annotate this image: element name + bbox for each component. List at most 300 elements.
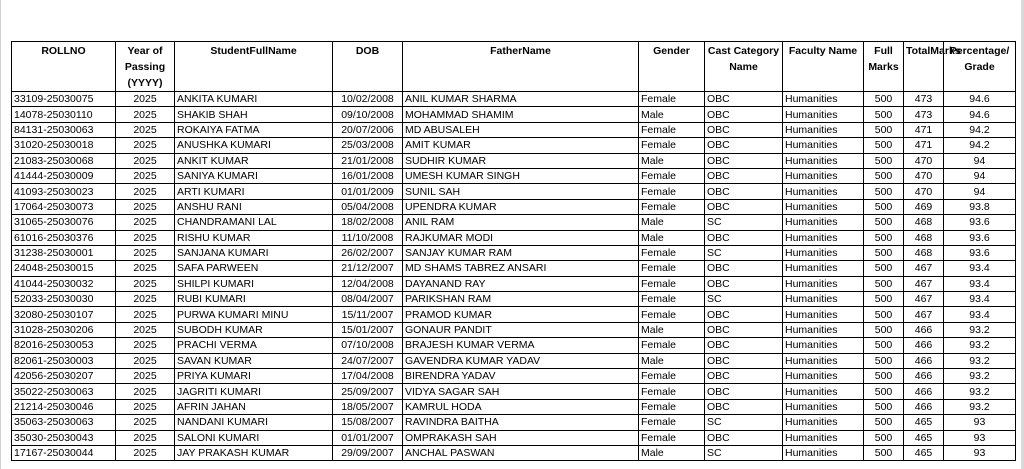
table-cell: UPENDRA KUMAR bbox=[403, 199, 639, 214]
table-cell: 471 bbox=[904, 138, 944, 153]
table-cell: Humanities bbox=[783, 184, 864, 199]
table-cell: 93.6 bbox=[944, 215, 1016, 230]
table-cell: 2025 bbox=[116, 92, 175, 107]
table-cell: 25/03/2008 bbox=[333, 138, 403, 153]
table-cell: SALONI KUMARI bbox=[175, 430, 333, 445]
table-cell: OBC bbox=[705, 199, 783, 214]
table-cell: SC bbox=[705, 415, 783, 430]
table-cell: OMPRAKASH SAH bbox=[403, 430, 639, 445]
table-cell: 09/10/2008 bbox=[333, 107, 403, 122]
table-cell: OBC bbox=[705, 307, 783, 322]
table-cell: 2025 bbox=[116, 292, 175, 307]
table-cell: Humanities bbox=[783, 322, 864, 337]
table-cell: 35063-25030063 bbox=[12, 415, 116, 430]
table-cell: 15/01/2007 bbox=[333, 322, 403, 337]
table-cell: 2025 bbox=[116, 168, 175, 183]
table-cell: 94.6 bbox=[944, 92, 1016, 107]
table-cell: Humanities bbox=[783, 292, 864, 307]
table-cell: 500 bbox=[864, 430, 904, 445]
table-cell: ANIL KUMAR SHARMA bbox=[403, 92, 639, 107]
table-cell: 94.2 bbox=[944, 122, 1016, 137]
table-cell: 07/10/2008 bbox=[333, 338, 403, 353]
table-cell: 2025 bbox=[116, 215, 175, 230]
table-cell: 52033-25030030 bbox=[12, 292, 116, 307]
table-cell: 500 bbox=[864, 276, 904, 291]
table-row bbox=[12, 322, 1016, 337]
table-cell: Humanities bbox=[783, 307, 864, 322]
table-cell: 93.6 bbox=[944, 245, 1016, 260]
table-cell: 473 bbox=[904, 92, 944, 107]
table-cell: RUBI KUMARI bbox=[175, 292, 333, 307]
table-cell: SUDHIR KUMAR bbox=[403, 153, 639, 168]
table-cell: 466 bbox=[904, 399, 944, 414]
table-cell: 94.6 bbox=[944, 107, 1016, 122]
table-cell: 93.2 bbox=[944, 384, 1016, 399]
table-cell: 17/04/2008 bbox=[333, 369, 403, 384]
table-cell: 16/01/2008 bbox=[333, 168, 403, 183]
table-cell: 500 bbox=[864, 415, 904, 430]
table-row bbox=[12, 122, 1016, 137]
table-cell: Male bbox=[639, 153, 705, 168]
table-cell: 93 bbox=[944, 430, 1016, 445]
table-cell: Female bbox=[639, 307, 705, 322]
table-cell: 93.4 bbox=[944, 292, 1016, 307]
table-cell: 468 bbox=[904, 230, 944, 245]
table-cell: SC bbox=[705, 292, 783, 307]
table-cell: 500 bbox=[864, 353, 904, 368]
table-cell: 2025 bbox=[116, 430, 175, 445]
table-cell: 500 bbox=[864, 92, 904, 107]
table-cell: ARTI KUMARI bbox=[175, 184, 333, 199]
table-cell: 466 bbox=[904, 384, 944, 399]
table-cell: 11/10/2008 bbox=[333, 230, 403, 245]
table-cell: 473 bbox=[904, 107, 944, 122]
table-cell: 469 bbox=[904, 199, 944, 214]
table-cell: 500 bbox=[864, 307, 904, 322]
table-cell: OBC bbox=[705, 322, 783, 337]
column-header: Year of Passing (YYYY) bbox=[116, 42, 175, 92]
table-cell: 2025 bbox=[116, 122, 175, 137]
table-cell: 2025 bbox=[116, 276, 175, 291]
table-cell: Female bbox=[639, 399, 705, 414]
table-cell: 500 bbox=[864, 245, 904, 260]
table-cell: 467 bbox=[904, 307, 944, 322]
table-cell: 15/08/2007 bbox=[333, 415, 403, 430]
table-cell: OBC bbox=[705, 168, 783, 183]
table-cell: OBC bbox=[705, 184, 783, 199]
table-cell: 35022-25030063 bbox=[12, 384, 116, 399]
table-cell: 05/04/2008 bbox=[333, 199, 403, 214]
table-row bbox=[12, 138, 1016, 153]
table-cell: Female bbox=[639, 184, 705, 199]
table-cell: 94.2 bbox=[944, 138, 1016, 153]
table-cell: MD SHAMS TABREZ ANSARI bbox=[403, 261, 639, 276]
table-cell: Humanities bbox=[783, 445, 864, 460]
table-cell: SANJANA KUMARI bbox=[175, 245, 333, 260]
table-cell: Humanities bbox=[783, 415, 864, 430]
table-cell: 500 bbox=[864, 399, 904, 414]
column-header: Cast Category Name bbox=[705, 42, 783, 92]
table-cell: 20/07/2006 bbox=[333, 122, 403, 137]
table-cell: 2025 bbox=[116, 369, 175, 384]
table-cell: 470 bbox=[904, 168, 944, 183]
table-cell: Female bbox=[639, 369, 705, 384]
table-cell: SAVAN KUMAR bbox=[175, 353, 333, 368]
table-cell: MD ABUSALEH bbox=[403, 122, 639, 137]
table-cell: BIRENDRA YADAV bbox=[403, 369, 639, 384]
table-cell: Humanities bbox=[783, 399, 864, 414]
table-row bbox=[12, 215, 1016, 230]
table-cell: 41093-25030023 bbox=[12, 184, 116, 199]
table-cell: RAJKUMAR MODI bbox=[403, 230, 639, 245]
table-cell: Female bbox=[639, 338, 705, 353]
table-cell: Humanities bbox=[783, 122, 864, 137]
table-cell: 15/11/2007 bbox=[333, 307, 403, 322]
table-row bbox=[12, 261, 1016, 276]
table-cell: SC bbox=[705, 215, 783, 230]
table-row bbox=[12, 245, 1016, 260]
table-cell: SUNIL SAH bbox=[403, 184, 639, 199]
table-cell: ANCHAL PASWAN bbox=[403, 445, 639, 460]
table-cell: 82061-25030003 bbox=[12, 353, 116, 368]
column-header: ROLLNO bbox=[12, 42, 116, 92]
table-cell: 93.2 bbox=[944, 322, 1016, 337]
table-header-row bbox=[12, 42, 1016, 92]
table-cell: OBC bbox=[705, 122, 783, 137]
table-cell: 466 bbox=[904, 369, 944, 384]
table-cell: ANIL RAM bbox=[403, 215, 639, 230]
table-cell: 465 bbox=[904, 415, 944, 430]
table-cell: 2025 bbox=[116, 107, 175, 122]
table-cell: RISHU KUMAR bbox=[175, 230, 333, 245]
table-cell: OBC bbox=[705, 230, 783, 245]
table-cell: 93.4 bbox=[944, 307, 1016, 322]
table-row bbox=[12, 415, 1016, 430]
table-cell: 500 bbox=[864, 215, 904, 230]
table-row bbox=[12, 399, 1016, 414]
table-cell: OBC bbox=[705, 107, 783, 122]
table-cell: JAGRITI KUMARI bbox=[175, 384, 333, 399]
table-cell: 93.8 bbox=[944, 199, 1016, 214]
table-cell: Humanities bbox=[783, 138, 864, 153]
table-cell: OBC bbox=[705, 276, 783, 291]
table-cell: 2025 bbox=[116, 153, 175, 168]
table-cell: Female bbox=[639, 199, 705, 214]
table-cell: 41044-25030032 bbox=[12, 276, 116, 291]
table-cell: 33109-25030075 bbox=[12, 92, 116, 107]
table-cell: 32080-25030107 bbox=[12, 307, 116, 322]
table-cell: Female bbox=[639, 292, 705, 307]
table-cell: 468 bbox=[904, 215, 944, 230]
table-cell: 93 bbox=[944, 445, 1016, 460]
table-cell: SUBODH KUMAR bbox=[175, 322, 333, 337]
table-cell: 2025 bbox=[116, 199, 175, 214]
table-cell: 2025 bbox=[116, 138, 175, 153]
table-cell: 500 bbox=[864, 445, 904, 460]
table-cell: 466 bbox=[904, 338, 944, 353]
table-cell: ANKITA KUMARI bbox=[175, 92, 333, 107]
table-cell: 94 bbox=[944, 168, 1016, 183]
table-cell: Female bbox=[639, 415, 705, 430]
table-cell: ANKIT KUMAR bbox=[175, 153, 333, 168]
table-cell: 18/05/2007 bbox=[333, 399, 403, 414]
table-cell: 2025 bbox=[116, 261, 175, 276]
table-cell: 29/09/2007 bbox=[333, 445, 403, 460]
table-cell: SAFA PARWEEN bbox=[175, 261, 333, 276]
table-cell: 470 bbox=[904, 184, 944, 199]
table-cell: 01/01/2009 bbox=[333, 184, 403, 199]
table-cell: OBC bbox=[705, 153, 783, 168]
table-cell: 42056-25030207 bbox=[12, 369, 116, 384]
table-cell: OBC bbox=[705, 138, 783, 153]
table-cell: DAYANAND RAY bbox=[403, 276, 639, 291]
table-cell: 93 bbox=[944, 415, 1016, 430]
column-header: Faculty Name bbox=[783, 42, 864, 92]
table-cell: Humanities bbox=[783, 215, 864, 230]
table-cell: 31238-25030001 bbox=[12, 245, 116, 260]
table-cell: Humanities bbox=[783, 230, 864, 245]
table-cell: 94 bbox=[944, 184, 1016, 199]
table-cell: Female bbox=[639, 276, 705, 291]
table-cell: 14078-25030110 bbox=[12, 107, 116, 122]
table-row bbox=[12, 230, 1016, 245]
table-cell: 17064-25030073 bbox=[12, 199, 116, 214]
table-cell: 500 bbox=[864, 292, 904, 307]
table-row bbox=[12, 369, 1016, 384]
table-cell: 468 bbox=[904, 245, 944, 260]
table-cell: PRACHI VERMA bbox=[175, 338, 333, 353]
table-cell: 466 bbox=[904, 353, 944, 368]
table-cell: 94 bbox=[944, 153, 1016, 168]
table-row bbox=[12, 307, 1016, 322]
table-cell: 18/02/2008 bbox=[333, 215, 403, 230]
table-cell: 21/12/2007 bbox=[333, 261, 403, 276]
table-cell: VIDYA SAGAR SAH bbox=[403, 384, 639, 399]
table-cell: Female bbox=[639, 138, 705, 153]
table-cell: Male bbox=[639, 215, 705, 230]
table-cell: Humanities bbox=[783, 261, 864, 276]
table-cell: Male bbox=[639, 445, 705, 460]
table-row bbox=[12, 184, 1016, 199]
table-cell: 26/02/2007 bbox=[333, 245, 403, 260]
table-cell: RAVINDRA BAITHA bbox=[403, 415, 639, 430]
table-cell: Humanities bbox=[783, 338, 864, 353]
table-cell: 93.2 bbox=[944, 353, 1016, 368]
table-cell: 2025 bbox=[116, 415, 175, 430]
table-cell: 93.2 bbox=[944, 399, 1016, 414]
table-cell: ROKAIYA FATMA bbox=[175, 122, 333, 137]
table-cell: 35030-25030043 bbox=[12, 430, 116, 445]
table-cell: 2025 bbox=[116, 384, 175, 399]
table-cell: GONAUR PANDIT bbox=[403, 322, 639, 337]
table-cell: Humanities bbox=[783, 168, 864, 183]
table-cell: Female bbox=[639, 245, 705, 260]
table-cell: 500 bbox=[864, 184, 904, 199]
table-cell: OBC bbox=[705, 430, 783, 445]
table-row bbox=[12, 338, 1016, 353]
table-cell: Female bbox=[639, 122, 705, 137]
table-row bbox=[12, 445, 1016, 460]
table-cell: 500 bbox=[864, 199, 904, 214]
table-cell: CHANDRAMANI LAL bbox=[175, 215, 333, 230]
table-cell: 41444-25030009 bbox=[12, 168, 116, 183]
column-header: FatherName bbox=[403, 42, 639, 92]
results-table bbox=[11, 41, 1016, 461]
table-cell: 93.2 bbox=[944, 338, 1016, 353]
table-cell: 2025 bbox=[116, 399, 175, 414]
table-cell: 61016-25030376 bbox=[12, 230, 116, 245]
table-cell: Humanities bbox=[783, 107, 864, 122]
table-cell: Humanities bbox=[783, 384, 864, 399]
table-cell: Male bbox=[639, 230, 705, 245]
table-cell: OBC bbox=[705, 399, 783, 414]
table-cell: SC bbox=[705, 445, 783, 460]
table-cell: 470 bbox=[904, 153, 944, 168]
table-cell: 93.4 bbox=[944, 276, 1016, 291]
table-cell: GAVENDRA KUMAR YADAV bbox=[403, 353, 639, 368]
table-cell: 500 bbox=[864, 153, 904, 168]
table-cell: 2025 bbox=[116, 307, 175, 322]
table-cell: PARIKSHAN RAM bbox=[403, 292, 639, 307]
table-cell: BRAJESH KUMAR VERMA bbox=[403, 338, 639, 353]
table-cell: ANSHU RANI bbox=[175, 199, 333, 214]
table-row bbox=[12, 384, 1016, 399]
table-cell: Humanities bbox=[783, 245, 864, 260]
page-left-edge bbox=[0, 0, 1, 469]
table-cell: Humanities bbox=[783, 369, 864, 384]
table-cell: 24/07/2007 bbox=[333, 353, 403, 368]
table-row bbox=[12, 276, 1016, 291]
table-cell: 2025 bbox=[116, 322, 175, 337]
table-cell: 08/04/2007 bbox=[333, 292, 403, 307]
table-cell: 01/01/2007 bbox=[333, 430, 403, 445]
table-cell: MOHAMMAD SHAMIM bbox=[403, 107, 639, 122]
table-row bbox=[12, 107, 1016, 122]
table-cell: NANDANI KUMARI bbox=[175, 415, 333, 430]
table-cell: PRAMOD KUMAR bbox=[403, 307, 639, 322]
column-header: Full Marks bbox=[864, 42, 904, 92]
table-cell: AMIT KUMAR bbox=[403, 138, 639, 153]
column-header: DOB bbox=[333, 42, 403, 92]
table-cell: KAMRUL HODA bbox=[403, 399, 639, 414]
table-row bbox=[12, 168, 1016, 183]
column-header: TotalMarks bbox=[904, 42, 944, 92]
table-cell: 500 bbox=[864, 369, 904, 384]
table-cell: PRIYA KUMARI bbox=[175, 369, 333, 384]
table-cell: Female bbox=[639, 430, 705, 445]
column-header: StudentFullName bbox=[175, 42, 333, 92]
table-cell: SANJAY KUMAR RAM bbox=[403, 245, 639, 260]
table-cell: OBC bbox=[705, 353, 783, 368]
table-cell: 12/04/2008 bbox=[333, 276, 403, 291]
table-cell: 31028-25030206 bbox=[12, 322, 116, 337]
table-cell: 82016-25030053 bbox=[12, 338, 116, 353]
table-cell: 467 bbox=[904, 261, 944, 276]
table-cell: SANIYA KUMARI bbox=[175, 168, 333, 183]
table-cell: 31020-25030018 bbox=[12, 138, 116, 153]
table-cell: Female bbox=[639, 261, 705, 276]
table-cell: OBC bbox=[705, 261, 783, 276]
table-cell: 2025 bbox=[116, 245, 175, 260]
table-cell: Male bbox=[639, 322, 705, 337]
table-row bbox=[12, 430, 1016, 445]
table-cell: Male bbox=[639, 353, 705, 368]
table-cell: 466 bbox=[904, 322, 944, 337]
table-cell: 500 bbox=[864, 261, 904, 276]
table-cell: 31065-25030076 bbox=[12, 215, 116, 230]
table-cell: OBC bbox=[705, 338, 783, 353]
table-cell: 467 bbox=[904, 276, 944, 291]
table-cell: Female bbox=[639, 92, 705, 107]
table-cell: 500 bbox=[864, 230, 904, 245]
table-row bbox=[12, 292, 1016, 307]
table-row bbox=[12, 92, 1016, 107]
table-cell: UMESH KUMAR SINGH bbox=[403, 168, 639, 183]
column-header: Percentage/ Grade bbox=[944, 42, 1016, 92]
table-cell: SHILPI KUMARI bbox=[175, 276, 333, 291]
table-cell: OBC bbox=[705, 369, 783, 384]
table-cell: 21083-25030068 bbox=[12, 153, 116, 168]
table-cell: 467 bbox=[904, 292, 944, 307]
table-cell: 500 bbox=[864, 122, 904, 137]
table-cell: Humanities bbox=[783, 276, 864, 291]
table-cell: Humanities bbox=[783, 199, 864, 214]
table-cell: 471 bbox=[904, 122, 944, 137]
table-cell: 24048-25030015 bbox=[12, 261, 116, 276]
table-cell: Humanities bbox=[783, 92, 864, 107]
table-cell: Humanities bbox=[783, 430, 864, 445]
table-cell: AFRIN JAHAN bbox=[175, 399, 333, 414]
table-cell: 500 bbox=[864, 384, 904, 399]
table-cell: 21/01/2008 bbox=[333, 153, 403, 168]
table-cell: 84131-25030063 bbox=[12, 122, 116, 137]
table-cell: 500 bbox=[864, 107, 904, 122]
table-cell: Humanities bbox=[783, 153, 864, 168]
table-cell: 465 bbox=[904, 445, 944, 460]
table-body bbox=[12, 92, 1016, 461]
table-row bbox=[12, 153, 1016, 168]
table-cell: 2025 bbox=[116, 445, 175, 460]
table-cell: 25/09/2007 bbox=[333, 384, 403, 399]
table-row bbox=[12, 353, 1016, 368]
table-cell: SHAKIB SHAH bbox=[175, 107, 333, 122]
table-cell: 465 bbox=[904, 430, 944, 445]
table-cell: 500 bbox=[864, 168, 904, 183]
table-row bbox=[12, 199, 1016, 214]
table-cell: 2025 bbox=[116, 353, 175, 368]
table-cell: PURWA KUMARI MINU bbox=[175, 307, 333, 322]
table-cell: OBC bbox=[705, 92, 783, 107]
table-cell: 500 bbox=[864, 338, 904, 353]
table-cell: 2025 bbox=[116, 230, 175, 245]
table-cell: JAY PRAKASH KUMAR bbox=[175, 445, 333, 460]
table-cell: 500 bbox=[864, 322, 904, 337]
table-cell: Female bbox=[639, 384, 705, 399]
table-cell: 21214-25030046 bbox=[12, 399, 116, 414]
table-cell: ANUSHKA KUMARI bbox=[175, 138, 333, 153]
table-cell: 93.2 bbox=[944, 369, 1016, 384]
table-cell: Female bbox=[639, 168, 705, 183]
table-cell: 2025 bbox=[116, 184, 175, 199]
table-cell: Male bbox=[639, 107, 705, 122]
table-cell: 17167-25030044 bbox=[12, 445, 116, 460]
table-cell: 93.4 bbox=[944, 261, 1016, 276]
table-cell: SC bbox=[705, 245, 783, 260]
table-cell: 93.6 bbox=[944, 230, 1016, 245]
table-cell: 2025 bbox=[116, 338, 175, 353]
table-cell: Humanities bbox=[783, 353, 864, 368]
table-cell: 500 bbox=[864, 138, 904, 153]
